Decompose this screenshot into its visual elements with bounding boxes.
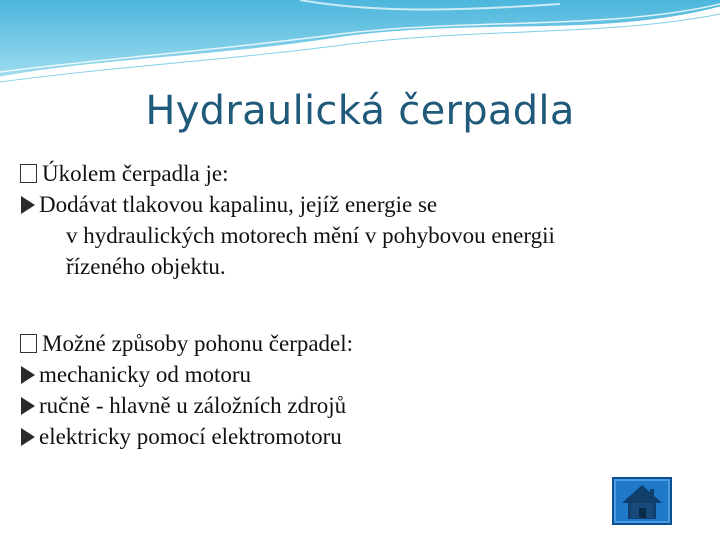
bullet-text: ručně - hlavně u záložních zdrojů bbox=[39, 393, 347, 418]
slide-content bbox=[20, 158, 700, 452]
square-bullet-icon bbox=[20, 334, 37, 353]
home-icon bbox=[614, 479, 670, 523]
bullet-continuation: v hydraulických motorech mění v pohybovou energii bbox=[66, 223, 555, 248]
bullet-continuation: řízeného objektu. bbox=[66, 254, 226, 279]
home-button[interactable] bbox=[612, 477, 672, 525]
bullet-item bbox=[20, 421, 700, 452]
section-heading bbox=[20, 328, 700, 359]
header-wave-decoration bbox=[0, 0, 720, 90]
arrow-bullet-icon bbox=[21, 366, 35, 384]
section-heading-text: Možné způsoby pohonu čerpadel: bbox=[42, 331, 354, 356]
slide-title: Hydraulická čerpadla bbox=[145, 88, 575, 134]
square-bullet-icon bbox=[20, 164, 37, 183]
section-heading bbox=[20, 158, 700, 189]
bullet-item bbox=[20, 359, 700, 390]
bullet-text: elektricky pomocí elektromotoru bbox=[39, 424, 342, 449]
bullet-item bbox=[20, 390, 700, 421]
bullet-text: mechanicky od motoru bbox=[39, 362, 252, 387]
arrow-bullet-icon bbox=[21, 428, 35, 446]
arrow-bullet-icon bbox=[21, 397, 35, 415]
bullet-item bbox=[20, 189, 700, 220]
arrow-bullet-icon bbox=[21, 196, 35, 214]
bullet-text: Dodávat tlakovou kapalinu, jejíž energie se bbox=[39, 192, 438, 217]
section-heading-text: Úkolem čerpadla je: bbox=[42, 161, 229, 186]
